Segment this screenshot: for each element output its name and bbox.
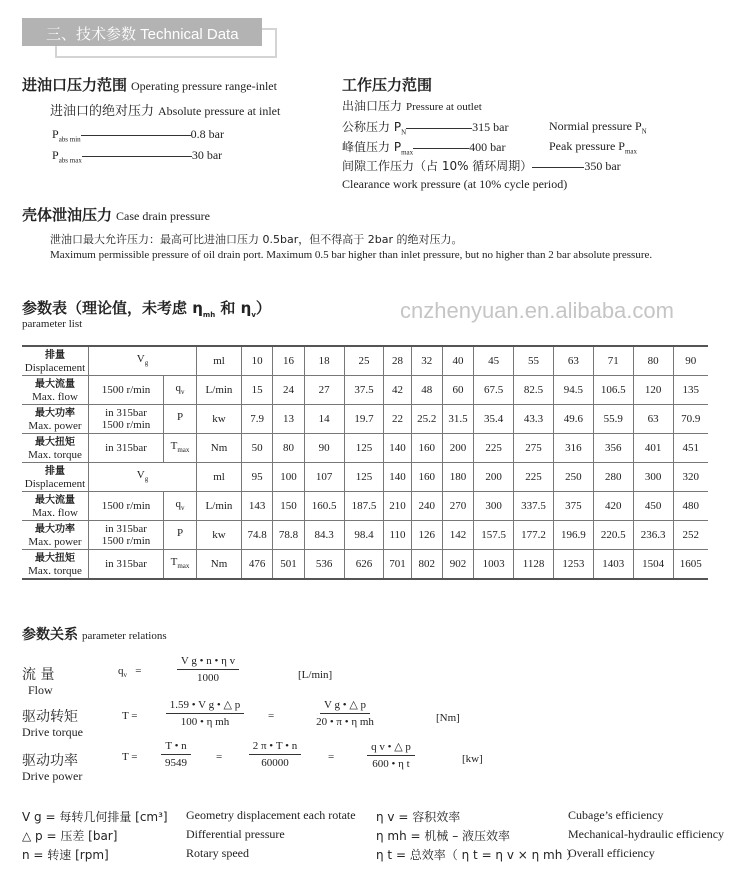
table-row bbox=[22, 434, 708, 463]
outlet-en: Pressure at outlet bbox=[406, 101, 482, 113]
table-cell: 140 bbox=[384, 463, 411, 492]
row-label bbox=[22, 550, 89, 580]
table-cell: 160 bbox=[411, 463, 442, 492]
drain-title-en: Case drain pressure bbox=[116, 209, 210, 223]
pmin-sub: abs min bbox=[58, 135, 81, 144]
peak-sub: max bbox=[401, 148, 414, 157]
numerator: T • n bbox=[161, 740, 190, 755]
row-symbol bbox=[164, 434, 197, 463]
symbol: T bbox=[170, 439, 178, 452]
table-row bbox=[22, 346, 708, 376]
relations-title-cn: 参数关系 bbox=[22, 627, 78, 643]
row-label-cn: 最大扭矩 bbox=[35, 436, 75, 448]
legend-symbol: V g = 每转几何排量 [cm³] bbox=[22, 810, 168, 824]
symbol: V bbox=[136, 352, 145, 365]
table-cell: 90 bbox=[673, 346, 708, 376]
row-symbol bbox=[164, 376, 197, 405]
table-cell: 80 bbox=[273, 434, 304, 463]
nominal-cn: 公称压力 P bbox=[342, 120, 402, 134]
table-cell: 626 bbox=[344, 550, 384, 580]
row-unit: L/min bbox=[197, 492, 242, 521]
inlet-heading bbox=[22, 74, 277, 95]
table-cell: 19.7 bbox=[344, 405, 384, 434]
table-cell: 501 bbox=[273, 550, 304, 580]
pmax-row bbox=[52, 148, 222, 164]
torque-en: Drive torque bbox=[22, 725, 83, 739]
pmin-label: P bbox=[52, 127, 59, 141]
leader-line bbox=[413, 148, 469, 149]
work-title: 工作压力范围 bbox=[342, 76, 433, 94]
table-cell: 125 bbox=[344, 463, 384, 492]
row-condition: 1500 r/min bbox=[89, 376, 164, 405]
table-cell: 142 bbox=[442, 521, 473, 550]
table-cell: 48 bbox=[411, 376, 442, 405]
table-cell: 63 bbox=[633, 405, 673, 434]
table-cell: 25 bbox=[344, 346, 384, 376]
table-cell: 120 bbox=[633, 376, 673, 405]
params-sub-mh: mh bbox=[202, 311, 216, 319]
flow-lhs: $q_v$ = bbox=[118, 665, 142, 680]
table-cell: 49.6 bbox=[553, 405, 593, 434]
row-label bbox=[22, 405, 89, 434]
params-title-main: 参数表（理论值，未考虑 η bbox=[22, 299, 203, 317]
leader-line bbox=[82, 156, 192, 157]
table-cell: 14 bbox=[304, 405, 344, 434]
table-cell: 31.5 bbox=[442, 405, 473, 434]
power-fraction-2 bbox=[232, 740, 318, 769]
symbol: q bbox=[175, 381, 181, 394]
table-cell: 320 bbox=[673, 463, 708, 492]
table-cell: 902 bbox=[442, 550, 473, 580]
numerator: 1.59 • V g • △ p bbox=[166, 698, 244, 714]
relations-title-en: parameter relations bbox=[82, 630, 167, 642]
flow-en: Flow bbox=[28, 683, 53, 697]
table-cell: 196.9 bbox=[553, 521, 593, 550]
legend-symbol-2: η v = 容积效率 bbox=[376, 810, 461, 824]
torque-fraction-2 bbox=[290, 698, 400, 728]
nominal-value: 315 bar bbox=[472, 120, 509, 134]
table-row bbox=[22, 492, 708, 521]
table-cell: 140 bbox=[384, 434, 411, 463]
equals: = bbox=[268, 710, 275, 722]
peak-en-sub: max bbox=[624, 147, 638, 156]
table-cell: 1128 bbox=[514, 550, 554, 580]
table-cell: 450 bbox=[633, 492, 673, 521]
table-cell: 24 bbox=[273, 376, 304, 405]
table-cell: 701 bbox=[384, 550, 411, 580]
table-row bbox=[22, 376, 708, 405]
torque-fraction-1 bbox=[150, 698, 260, 728]
symbol: T bbox=[170, 555, 178, 568]
leader-line bbox=[81, 135, 191, 136]
table-cell: 45 bbox=[474, 346, 514, 376]
row-label-en: Max. torque bbox=[28, 564, 82, 577]
table-cell: 55 bbox=[514, 346, 554, 376]
table-cell: 32 bbox=[411, 346, 442, 376]
relations-heading bbox=[22, 624, 167, 644]
clearance-row bbox=[342, 157, 621, 174]
denominator: 9549 bbox=[165, 757, 187, 769]
table-cell: 78.8 bbox=[273, 521, 304, 550]
row-label-en: Displacement bbox=[24, 361, 86, 374]
inlet-sub bbox=[50, 100, 280, 120]
power-en: Drive power bbox=[22, 769, 83, 783]
row-label-cn: 排量 bbox=[45, 465, 65, 477]
table-cell: 15 bbox=[242, 376, 273, 405]
table-cell: 802 bbox=[411, 550, 442, 580]
row-condition: in 315bar 1500 r/min bbox=[89, 405, 164, 434]
row-label-cn: 最大流量 bbox=[35, 494, 75, 506]
table-cell: 74.8 bbox=[242, 521, 273, 550]
table-cell: 35.4 bbox=[474, 405, 514, 434]
flow-fraction bbox=[165, 655, 251, 684]
table-cell: 236.3 bbox=[633, 521, 673, 550]
table-cell: 240 bbox=[411, 492, 442, 521]
legend-desc: Differential pressure bbox=[186, 827, 285, 841]
params-end: ） bbox=[255, 299, 271, 317]
torque-lhs: T = bbox=[122, 710, 138, 722]
table-row bbox=[22, 550, 708, 580]
flow-lhs-text: q bbox=[118, 665, 124, 677]
table-cell: 270 bbox=[442, 492, 473, 521]
table-cell: 84.3 bbox=[304, 521, 344, 550]
table-row bbox=[22, 521, 708, 550]
denominator: 60000 bbox=[261, 757, 289, 769]
table-cell: 536 bbox=[304, 550, 344, 580]
peak-value: 400 bar bbox=[469, 140, 506, 154]
legend-symbol: n = 转速 [rpm] bbox=[22, 848, 109, 862]
legend-symbol-2: η t = 总效率（ η t = η v × η mh ） bbox=[376, 848, 579, 862]
peak-row bbox=[342, 138, 505, 156]
table-cell: 106.5 bbox=[593, 376, 633, 405]
drain-title-cn: 壳体泄油压力 bbox=[22, 206, 113, 224]
row-unit: Nm bbox=[197, 434, 242, 463]
inlet-title-cn: 进油口压力范围 bbox=[22, 76, 128, 94]
table-cell: 225 bbox=[514, 463, 554, 492]
row-unit: ml bbox=[197, 346, 242, 376]
table-cell: 160 bbox=[411, 434, 442, 463]
row-symbol bbox=[164, 521, 197, 550]
row-condition: 1500 r/min bbox=[89, 492, 164, 521]
symbol-sub: max bbox=[177, 562, 190, 571]
inlet-sub-en: Absolute pressure at inlet bbox=[158, 104, 281, 118]
table-cell: 1403 bbox=[593, 550, 633, 580]
parameter-table bbox=[22, 345, 708, 580]
symbol: q bbox=[175, 497, 181, 510]
drain-text-en: Maximum permissible pressure of oil drain port. Maximum 0.5 bar higher than inlet pressure, but no higher than 2 bar absolute pressure. bbox=[50, 249, 653, 261]
legend-symbol-2: η mh = 机械 – 液压效率 bbox=[376, 829, 511, 843]
row-symbol bbox=[164, 492, 197, 521]
table-cell: 356 bbox=[593, 434, 633, 463]
table-cell: 150 bbox=[273, 492, 304, 521]
row-label-cn: 排量 bbox=[45, 349, 65, 361]
denominator: 100 • η mh bbox=[180, 716, 230, 728]
table-cell: 1504 bbox=[633, 550, 673, 580]
table-cell: 70.9 bbox=[673, 405, 708, 434]
symbol-sub: g bbox=[144, 475, 149, 484]
denominator: 600 • η t bbox=[372, 758, 410, 770]
pmax-sub: abs max bbox=[58, 156, 82, 165]
pmin-value: 0.8 bar bbox=[190, 127, 224, 141]
table-cell: 42 bbox=[384, 376, 411, 405]
row-label bbox=[22, 492, 89, 521]
power-unit: [kw] bbox=[462, 753, 483, 765]
row-condition: in 315bar bbox=[89, 550, 164, 580]
row-label bbox=[22, 346, 89, 376]
params-sub-v: v bbox=[251, 311, 256, 319]
table-cell: 100 bbox=[273, 463, 304, 492]
table-cell: 135 bbox=[673, 376, 708, 405]
table-cell: 27 bbox=[304, 376, 344, 405]
row-symbol bbox=[164, 550, 197, 580]
power-fraction-3 bbox=[348, 740, 434, 770]
peak-en-text: Peak pressure P bbox=[549, 139, 625, 153]
row-symbol bbox=[89, 463, 197, 492]
table-cell: 143 bbox=[242, 492, 273, 521]
table-cell: 110 bbox=[384, 521, 411, 550]
table-cell: 50 bbox=[242, 434, 273, 463]
table-cell: 22 bbox=[384, 405, 411, 434]
numerator: q v • △ p bbox=[367, 740, 415, 756]
row-label bbox=[22, 376, 89, 405]
drain-heading bbox=[22, 204, 210, 225]
table-cell: 7.9 bbox=[242, 405, 273, 434]
legend-desc-2: Overall efficiency bbox=[568, 846, 655, 860]
table-cell: 480 bbox=[673, 492, 708, 521]
symbol: V bbox=[136, 468, 145, 481]
equals: = bbox=[216, 751, 223, 763]
table-cell: 125 bbox=[344, 434, 384, 463]
table-cell: 157.5 bbox=[474, 521, 514, 550]
table-cell: 275 bbox=[514, 434, 554, 463]
symbol-sub: v bbox=[181, 388, 185, 397]
table-cell: 10 bbox=[242, 346, 273, 376]
table-cell: 60 bbox=[442, 376, 473, 405]
row-unit: Nm bbox=[197, 550, 242, 580]
watermark: cnzhenyuan.en.alibaba.com bbox=[400, 298, 674, 323]
clearance-value: 350 bar bbox=[584, 159, 621, 173]
table-cell: 210 bbox=[384, 492, 411, 521]
row-condition: in 315bar 1500 r/min bbox=[89, 521, 164, 550]
row-label bbox=[22, 521, 89, 550]
section-title: 三、技术参数 Technical Data bbox=[46, 26, 239, 43]
table-cell: 476 bbox=[242, 550, 273, 580]
pmin-row bbox=[52, 127, 224, 143]
table-cell: 187.5 bbox=[344, 492, 384, 521]
table-cell: 37.5 bbox=[344, 376, 384, 405]
row-label-en: Max. torque bbox=[28, 448, 82, 461]
table-cell: 420 bbox=[593, 492, 633, 521]
table-cell: 250 bbox=[553, 463, 593, 492]
legend-desc-2: Mechanical-hydraulic efficiency bbox=[568, 827, 725, 841]
row-label bbox=[22, 463, 89, 492]
table-cell: 82.5 bbox=[514, 376, 554, 405]
row-label-en: Max. flow bbox=[32, 506, 78, 519]
legend-desc-2: Cubage’s efficiency bbox=[568, 808, 664, 822]
table-cell: 107 bbox=[304, 463, 344, 492]
table-cell: 316 bbox=[553, 434, 593, 463]
legend-desc: Rotary speed bbox=[186, 846, 249, 860]
row-unit: kw bbox=[197, 521, 242, 550]
table-cell: 451 bbox=[673, 434, 708, 463]
row-symbol bbox=[89, 346, 197, 376]
leader-line bbox=[532, 167, 584, 168]
leader-line bbox=[406, 128, 472, 129]
torque-unit: [Nm] bbox=[436, 712, 460, 724]
row-label-cn: 最大功率 bbox=[35, 407, 75, 419]
drain-text-cn: 泄油口最大允许压力：最高可比进油口压力 0.5bar，但不得高于 2bar 的绝对压力。 bbox=[50, 233, 463, 246]
inlet-sub-cn: 进油口的绝对压力 bbox=[50, 104, 155, 119]
nominal-sub: N bbox=[401, 128, 407, 137]
symbol: P bbox=[176, 526, 184, 539]
power-fraction-1 bbox=[146, 740, 206, 769]
table-cell: 63 bbox=[553, 346, 593, 376]
table-cell: 280 bbox=[593, 463, 633, 492]
table-cell: 1253 bbox=[553, 550, 593, 580]
numerator: V g • △ p bbox=[320, 698, 370, 714]
table-cell: 55.9 bbox=[593, 405, 633, 434]
table-cell: 180 bbox=[442, 463, 473, 492]
clearance-cn: 间隙工作压力（占 10% 循环周期） bbox=[342, 159, 533, 173]
table-cell: 401 bbox=[633, 434, 673, 463]
numerator: V g • n • η v bbox=[177, 655, 239, 670]
table-cell: 25.2 bbox=[411, 405, 442, 434]
nominal-en-sub: N bbox=[641, 127, 647, 136]
inlet-title-en: Operating pressure range-inlet bbox=[131, 79, 277, 93]
table-cell: 300 bbox=[474, 492, 514, 521]
row-label-cn: 最大功率 bbox=[35, 523, 75, 535]
table-cell: 200 bbox=[474, 463, 514, 492]
params-title bbox=[22, 297, 271, 319]
table-cell: 80 bbox=[633, 346, 673, 376]
table-cell: 13 bbox=[273, 405, 304, 434]
table-cell: 126 bbox=[411, 521, 442, 550]
table-cell: 225 bbox=[474, 434, 514, 463]
nominal-en bbox=[549, 119, 647, 135]
equals: = bbox=[328, 751, 335, 763]
table-cell: 160.5 bbox=[304, 492, 344, 521]
table-cell: 43.3 bbox=[514, 405, 554, 434]
row-label-en: Max. power bbox=[28, 419, 82, 432]
table-cell: 252 bbox=[673, 521, 708, 550]
outlet-row bbox=[342, 97, 482, 115]
table-cell: 177.2 bbox=[514, 521, 554, 550]
row-symbol bbox=[164, 405, 197, 434]
table-cell: 300 bbox=[633, 463, 673, 492]
table-cell: 220.5 bbox=[593, 521, 633, 550]
outlet-cn: 出油口压力 bbox=[342, 99, 403, 113]
pmax-label: P bbox=[52, 148, 59, 162]
table-cell: 337.5 bbox=[514, 492, 554, 521]
table-cell: 18 bbox=[304, 346, 344, 376]
table-cell: 40 bbox=[442, 346, 473, 376]
nominal-en-text: Normial pressure P bbox=[549, 119, 642, 133]
pmax-value: 30 bar bbox=[191, 148, 223, 162]
nominal-row bbox=[342, 118, 508, 136]
row-label-en: Displacement bbox=[24, 477, 86, 490]
table-cell: 200 bbox=[442, 434, 473, 463]
row-label bbox=[22, 434, 89, 463]
table-cell: 98.4 bbox=[344, 521, 384, 550]
row-unit: L/min bbox=[197, 376, 242, 405]
table-cell: 67.5 bbox=[474, 376, 514, 405]
table-cell: 375 bbox=[553, 492, 593, 521]
torque-cn: 驱动转矩 bbox=[22, 709, 78, 725]
table-cell: 28 bbox=[384, 346, 411, 376]
params-title-en: parameter list bbox=[22, 318, 83, 330]
peak-cn: 峰值压力 P bbox=[342, 140, 402, 154]
table-cell: 94.5 bbox=[553, 376, 593, 405]
denominator: 1000 bbox=[197, 672, 219, 684]
clearance-en: Clearance work pressure (at 10% cycle period) bbox=[342, 177, 568, 191]
params-and: 和 η bbox=[215, 299, 252, 317]
row-label-cn: 最大流量 bbox=[35, 378, 75, 390]
legend-symbol: △ p = 压差 [bar] bbox=[22, 829, 118, 843]
symbol-sub: v bbox=[181, 504, 185, 513]
flow-unit: [L/min] bbox=[298, 669, 333, 681]
table-row bbox=[22, 463, 708, 492]
row-label-en: Max. power bbox=[28, 535, 82, 548]
row-unit: kw bbox=[197, 405, 242, 434]
table-cell: 1003 bbox=[474, 550, 514, 580]
symbol-sub: max bbox=[177, 446, 190, 455]
denominator: 20 • π • η mh bbox=[316, 716, 374, 728]
legend-desc: Geometry displacement each rotate bbox=[186, 808, 356, 822]
table-cell: 1605 bbox=[673, 550, 708, 580]
flow-cn: 流 量 bbox=[22, 667, 55, 683]
table-cell: 71 bbox=[593, 346, 633, 376]
symbol-sub: g bbox=[144, 359, 149, 368]
row-label-cn: 最大扭矩 bbox=[35, 552, 75, 564]
peak-en bbox=[549, 139, 637, 155]
table-cell: 95 bbox=[242, 463, 273, 492]
row-unit: ml bbox=[197, 463, 242, 492]
numerator: 2 π • T • n bbox=[249, 740, 302, 755]
symbol: P bbox=[176, 410, 184, 423]
row-condition: in 315bar bbox=[89, 434, 164, 463]
table-row bbox=[22, 405, 708, 434]
table-cell: 90 bbox=[304, 434, 344, 463]
table-cell: 16 bbox=[273, 346, 304, 376]
power-lhs: T = bbox=[122, 751, 138, 763]
power-cn: 驱动功率 bbox=[22, 753, 78, 769]
row-label-en: Max. flow bbox=[32, 390, 78, 403]
